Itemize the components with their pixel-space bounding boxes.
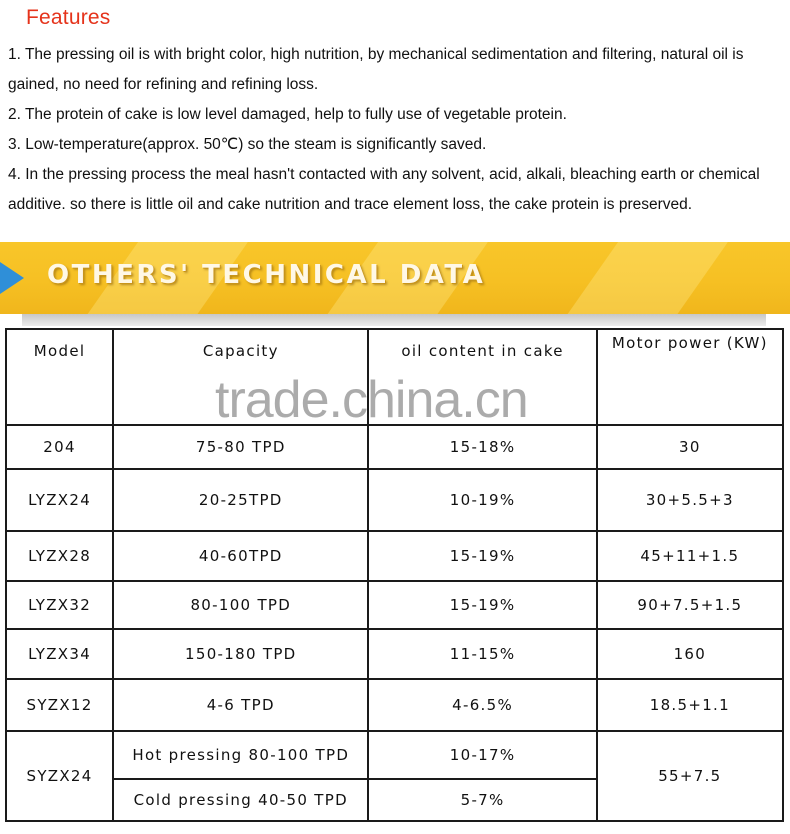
header-oil-content: oil content in cake (368, 329, 596, 425)
cell-motor: 18.5+1.1 (597, 679, 783, 731)
cell-oil-cold: 5-7% (368, 779, 596, 821)
cell-motor: 160 (597, 629, 783, 679)
table-row (6, 531, 783, 581)
cell-model: 204 (6, 425, 113, 469)
header-motor-power: Motor power (KW) (597, 329, 783, 425)
watermark: trade.china.cn (215, 371, 528, 429)
cell-motor: 30 (597, 425, 783, 469)
cell-oil: 10-19% (368, 469, 596, 531)
cell-model: LYZX24 (6, 469, 113, 531)
feature-item: 4. In the pressing process the meal hasn't contacted with any solvent, acid, alkali, bleaching earth or chemical additive. so there is little oil and cake nutrition and trace element loss, the cake protein is preserved. (8, 166, 760, 213)
cell-oil: 15-19% (368, 531, 596, 581)
technical-data-table (5, 328, 784, 822)
cell-oil: 4-6.5% (368, 679, 596, 731)
table-row (6, 581, 783, 629)
table-row (6, 679, 783, 731)
cell-oil: 11-15% (368, 629, 596, 679)
table-row (6, 629, 783, 679)
cell-model: LYZX32 (6, 581, 113, 629)
feature-item: 1. The pressing oil is with bright color, high nutrition, by mechanical sedimentation and filtering, natural oil is gained, no need for refining and refining loss. (8, 46, 744, 93)
cell-oil: 15-19% (368, 581, 596, 629)
cell-capacity: 20-25TPD (113, 469, 368, 531)
features-title: Features (26, 6, 111, 29)
cell-model: LYZX34 (6, 629, 113, 679)
cell-model: LYZX28 (6, 531, 113, 581)
cell-model: SYZX12 (6, 679, 113, 731)
header-capacity: Capacity (113, 329, 368, 425)
table-header-row (6, 329, 783, 425)
table-row (6, 469, 783, 531)
feature-item: 3. Low-temperature(approx. 50℃) so the steam is significantly saved. (8, 136, 487, 153)
cell-motor: 30+5.5+3 (597, 469, 783, 531)
cell-motor: 90+7.5+1.5 (597, 581, 783, 629)
cell-capacity-cold: Cold pressing 40-50 TPD (113, 779, 368, 821)
arrow-icon (0, 262, 24, 294)
cell-capacity: 4-6 TPD (113, 679, 368, 731)
header-model: Model (6, 329, 113, 425)
table-row (6, 425, 783, 469)
feature-item: 2. The protein of cake is low level damaged, help to fully use of vegetable protein. (8, 106, 567, 123)
cell-motor: 55+7.5 (597, 731, 783, 821)
cell-capacity: 40-60TPD (113, 531, 368, 581)
cell-oil: 15-18% (368, 425, 596, 469)
banner-title: OTHERS' TECHNICAL DATA (47, 260, 486, 290)
cell-oil-hot: 10-17% (368, 731, 596, 779)
features-list (8, 40, 788, 220)
cell-capacity: 75-80 TPD (113, 425, 368, 469)
cell-capacity: 80-100 TPD (113, 581, 368, 629)
cell-capacity-hot: Hot pressing 80-100 TPD (113, 731, 368, 779)
section-banner (0, 242, 790, 314)
banner-shadow (22, 314, 766, 326)
table-row (6, 731, 783, 779)
cell-model: SYZX24 (6, 731, 113, 821)
cell-motor: 45+11+1.5 (597, 531, 783, 581)
cell-capacity: 150-180 TPD (113, 629, 368, 679)
